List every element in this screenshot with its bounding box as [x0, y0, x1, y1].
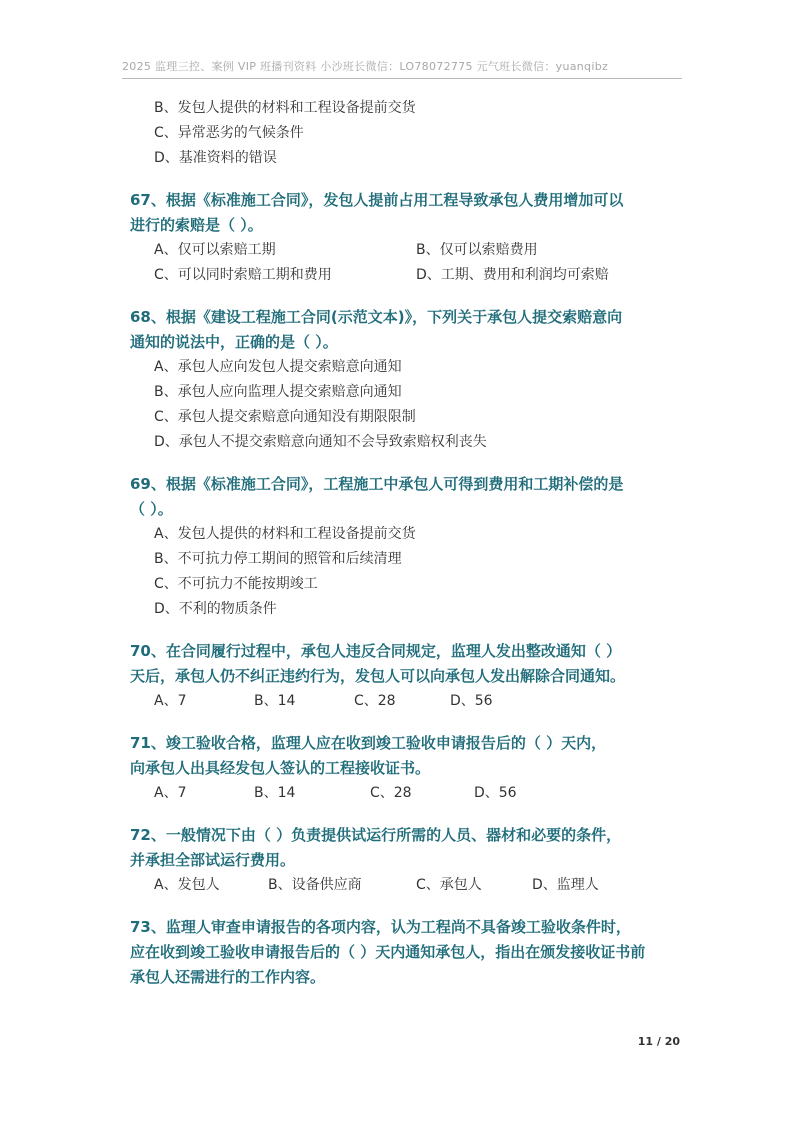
- option-b: B、承包人应向监理人提交索赔意向通知: [154, 384, 402, 400]
- option-b: B、发包人提供的材料和工程设备提前交货: [154, 100, 416, 116]
- question-72: [130, 823, 690, 898]
- option-b: B、设备供应商: [268, 877, 362, 893]
- question-66-options: [130, 96, 690, 171]
- question-70: [130, 639, 690, 714]
- option-c: C、可以同时索赔工期和费用: [154, 267, 332, 283]
- options-row: [130, 873, 690, 898]
- question-stem-line: （ ）。: [130, 500, 173, 518]
- question-stem-line: 71、竣工验收合格，监理人应在收到竣工验收申请报告后的（ ）天内，: [130, 734, 607, 752]
- option-c: C、不可抗力不能按期竣工: [154, 576, 318, 592]
- option-d: D、基准资料的错误: [154, 150, 277, 166]
- option-d: D、工期、费用和利润均可索赔: [416, 267, 609, 283]
- question-stem-line: 70、在合同履行过程中，承包人违反合同规定，监理人发出整改通知（ ）: [130, 642, 622, 660]
- option-d: D、56: [474, 785, 517, 801]
- option-c: C、承包人提交索赔意向通知没有期限限制: [154, 409, 416, 425]
- option-c: C、异常恶劣的气候条件: [154, 125, 304, 141]
- option-c: C、承包人: [416, 877, 482, 893]
- options-row: [130, 238, 690, 263]
- question-stem-line: 应在收到竣工验收申请报告后的（ ）天内通知承包人，指出在颁发接收证书前: [130, 943, 646, 961]
- question-67: [130, 188, 690, 288]
- option-d: D、56: [450, 693, 493, 709]
- question-stem-line: 69、根据《标准施工合同》，工程施工中承包人可得到费用和工期补偿的是: [130, 475, 624, 493]
- question-content: [130, 96, 690, 990]
- option-d: D、监理人: [532, 877, 599, 893]
- option-a: A、发包人提供的材料和工程设备提前交货: [154, 526, 416, 542]
- page-number: 11 / 20: [637, 1035, 680, 1048]
- option-b: B、仅可以索赔费用: [416, 242, 538, 258]
- option-a: A、7: [154, 785, 187, 801]
- question-stem-line: 天后，承包人仍不纠正违约行为，发包人可以向承包人发出解除合同通知。: [130, 667, 626, 685]
- question-stem-line: 承包人还需进行的工作内容。: [130, 968, 326, 986]
- option-b: B、14: [254, 693, 296, 709]
- question-68: [130, 305, 690, 455]
- options-row: [130, 781, 690, 806]
- page-header: 2025 监理三控、案例 VIP 班播刊资料 小沙班长微信：LO78072775 元气班长微信：yuanqibz: [122, 58, 682, 79]
- question-69: [130, 472, 690, 622]
- option-d: D、承包人不提交索赔意向通知不会导致索赔权利丧失: [154, 434, 487, 450]
- options-row: [130, 263, 690, 288]
- option-b: B、不可抗力停工期间的照管和后续清理: [154, 551, 402, 567]
- question-71: [130, 731, 690, 806]
- option-c: C、28: [370, 785, 412, 801]
- options-row: [130, 689, 690, 714]
- option-a: A、7: [154, 693, 187, 709]
- option-b: B、14: [254, 785, 296, 801]
- question-stem-line: 72、一般情况下由（ ）负责提供试运行所需的人员、器材和必要的条件，: [130, 826, 622, 844]
- option-a: A、承包人应向发包人提交索赔意向通知: [154, 359, 402, 375]
- question-stem-line: 向承包人出具经发包人签认的工程接收证书。: [130, 759, 431, 777]
- option-c: C、28: [354, 693, 396, 709]
- question-stem-line: 73、监理人审查申请报告的各项内容，认为工程尚不具备竣工验收条件时，: [130, 918, 631, 936]
- question-stem-line: 通知的说法中，正确的是（ ）。: [130, 333, 338, 351]
- question-stem-line: 进行的索赔是（ ）。: [130, 216, 263, 234]
- option-a: A、发包人: [154, 877, 220, 893]
- question-stem-line: 并承担全部试运行费用。: [130, 851, 296, 869]
- question-73: [130, 915, 690, 990]
- option-a: A、仅可以索赔工期: [154, 242, 276, 258]
- question-stem-line: 68、根据《建设工程施工合同(示范文本)》，下列关于承包人提交索赔意向: [130, 308, 623, 326]
- option-d: D、不利的物质条件: [154, 601, 277, 617]
- question-stem-line: 67、根据《标准施工合同》，发包人提前占用工程导致承包人费用增加可以: [130, 191, 624, 209]
